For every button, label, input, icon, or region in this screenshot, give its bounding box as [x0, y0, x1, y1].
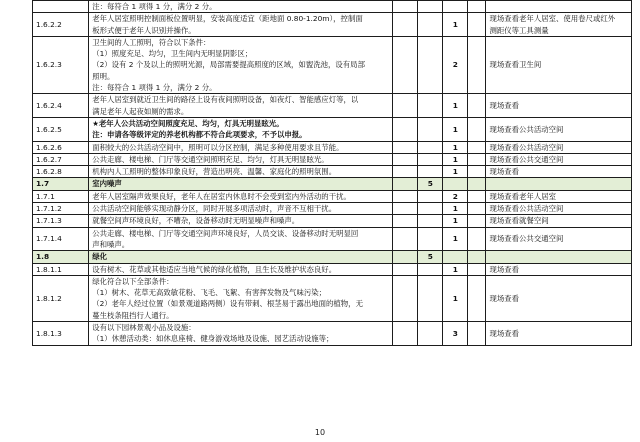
- method-line: 现场查看老年人居室、使用卷尺或红外: [489, 14, 616, 24]
- method-cell: [486, 153, 632, 165]
- item-id-cell: [33, 1, 89, 13]
- table-row: [33, 227, 632, 251]
- item-id-cell: 1.6.2.8: [33, 166, 89, 178]
- description-cell: [89, 190, 393, 202]
- method-cell: [486, 13, 632, 37]
- item-id-cell: 1.7: [33, 178, 89, 190]
- description-line: 机构内人工照明的整体印象良好，营造出明亮、温馨、家庭化的照明氛围。: [92, 167, 337, 177]
- score-c-cell: 1: [443, 13, 468, 37]
- description-line: 照明。: [92, 71, 115, 81]
- score-a-cell: [393, 166, 418, 178]
- spare-cell: [468, 153, 486, 165]
- spare-cell: [468, 227, 486, 251]
- method-line: 测距仪等工具测量: [489, 25, 549, 35]
- score-b-cell: [418, 141, 443, 153]
- description-line: 公共走廊、楼电梯、门厅等交通空间照明充足、均匀，灯具无明显眩光。: [92, 154, 329, 164]
- score-a-cell: [393, 190, 418, 202]
- score-c-cell: 1: [443, 117, 468, 141]
- description-line: 公共活动空间能够实现动静分区，同时开展多项活动时，声音不互相干扰。: [92, 204, 337, 214]
- table-row: [33, 215, 632, 227]
- table-row: [33, 166, 632, 178]
- table-row: [33, 263, 632, 275]
- method-cell: [486, 1, 632, 13]
- method-cell: [486, 227, 632, 251]
- description-cell: [89, 153, 393, 165]
- score-b-cell: [418, 36, 443, 93]
- item-id-cell: 1.8: [33, 251, 89, 263]
- score-a-cell: [393, 203, 418, 215]
- description-line: ★老年人公共活动空间照度充足、均匀，灯具无明显眩光。: [92, 118, 284, 128]
- table-row: [33, 203, 632, 215]
- description-line: 注：申请各等级评定的养老机构都不符合此项要求，不予以申报。: [92, 130, 307, 140]
- table-row: [33, 1, 632, 13]
- spare-cell: [468, 263, 486, 275]
- item-id-cell: 1.8.1.1: [33, 263, 89, 275]
- method-line: 现场查看卫生间: [489, 60, 542, 70]
- item-id-cell: 1.8.1.3: [33, 322, 89, 346]
- score-b-cell: [418, 13, 443, 37]
- description-line: 室内噪声: [92, 179, 122, 189]
- item-id-cell: 1.7.1.2: [33, 203, 89, 215]
- method-line: 现场查看: [489, 328, 520, 338]
- score-c-cell: 1: [443, 166, 468, 178]
- score-c-cell: [443, 178, 468, 190]
- item-id-cell: 1.6.2.7: [33, 153, 89, 165]
- method-line: 现场查看公共交通空间: [489, 234, 564, 244]
- method-line: 现场查看就餐空间: [489, 216, 549, 226]
- item-id-cell: 1.7.1.4: [33, 227, 89, 251]
- spare-cell: [468, 322, 486, 346]
- spare-cell: [468, 215, 486, 227]
- method-line: 现场查看: [489, 167, 520, 177]
- method-cell: [486, 322, 632, 346]
- description-cell: [89, 263, 393, 275]
- score-b-cell: [418, 263, 443, 275]
- score-c-cell: 1: [443, 153, 468, 165]
- description-cell: [89, 251, 393, 263]
- method-cell: [486, 215, 632, 227]
- method-cell: [486, 251, 632, 263]
- score-a-cell: [393, 178, 418, 190]
- table-row: [33, 36, 632, 93]
- description-line: 满足老年人起夜如厕的需求。: [92, 106, 189, 116]
- method-cell: [486, 166, 632, 178]
- description-cell: [89, 94, 393, 118]
- score-b-cell: [418, 203, 443, 215]
- score-c-cell: 1: [443, 141, 468, 153]
- description-cell: [89, 275, 393, 321]
- description-line: 老年人居室到就近卫生间的路径上设有夜间照明设备，如夜灯、智能感应灯等，以: [92, 95, 359, 105]
- score-a-cell: [393, 1, 418, 13]
- description-cell: [89, 227, 393, 251]
- score-b-cell: 5: [418, 251, 443, 263]
- description-cell: [89, 36, 393, 93]
- description-cell: [89, 141, 393, 153]
- method-cell: [486, 141, 632, 153]
- score-a-cell: [393, 36, 418, 93]
- score-c-cell: [443, 251, 468, 263]
- method-line: 现场查看: [489, 101, 520, 111]
- score-a-cell: [393, 141, 418, 153]
- table-row: [33, 190, 632, 202]
- description-line: （1）照度充足、均匀，卫生间内无明显阴影区；: [92, 49, 253, 59]
- method-line: 现场查看: [489, 264, 520, 274]
- description-cell: [89, 166, 393, 178]
- score-a-cell: [393, 215, 418, 227]
- description-line: （2）设有 2 个及以上的照明光源，局部需要提高照度的区域，如盥洗池，设有局部: [92, 60, 365, 70]
- method-cell: [486, 190, 632, 202]
- method-line: 现场查看老年人居室: [489, 191, 556, 201]
- item-id-cell: 1.7.1.3: [33, 215, 89, 227]
- table-row: [33, 275, 632, 321]
- method-line: 现场查看公共交通空间: [489, 154, 564, 164]
- score-c-cell: 1: [443, 215, 468, 227]
- table-row: [33, 13, 632, 37]
- method-line: 现场查看公共活动空间: [489, 124, 564, 134]
- score-a-cell: [393, 275, 418, 321]
- score-b-cell: [418, 1, 443, 13]
- score-b-cell: [418, 153, 443, 165]
- description-line: 就餐空间声环境良好，不嘈杂，设备移动时无明显噪声和嗓声。: [92, 216, 300, 226]
- description-line: 注：每符合 1 项得 1 分，满分 2 分。: [92, 83, 217, 93]
- description-cell: [89, 178, 393, 190]
- description-line: 老年人居室隔声效果良好，老年人在居室内休息时不会受到室内外活动的干扰。: [92, 191, 351, 201]
- score-c-cell: 2: [443, 36, 468, 93]
- spare-cell: [468, 190, 486, 202]
- description-line: 面积较大的公共活动空间中，照明可以分区控制，满足多种使用要求且节能。: [92, 142, 344, 152]
- description-line: 设有树木、花草或其他适应当地气候的绿化植物，且生长及维护状态良好。: [92, 264, 337, 274]
- score-c-cell: 1: [443, 203, 468, 215]
- method-line: 现场查看公共活动空间: [489, 142, 564, 152]
- spare-cell: [468, 117, 486, 141]
- table-row: [33, 141, 632, 153]
- score-b-cell: [418, 215, 443, 227]
- score-b-cell: [418, 94, 443, 118]
- description-cell: [89, 322, 393, 346]
- item-id-cell: 1.6.2.3: [33, 36, 89, 93]
- score-b-cell: [418, 322, 443, 346]
- method-cell: [486, 275, 632, 321]
- score-c-cell: 1: [443, 94, 468, 118]
- table-row: [33, 322, 632, 346]
- score-c-cell: [443, 1, 468, 13]
- score-b-cell: [418, 275, 443, 321]
- spare-cell: [468, 166, 486, 178]
- section-row: [33, 251, 632, 263]
- page-number: 10: [314, 428, 326, 437]
- description-line: 绿化符合以下全部条件：: [92, 276, 174, 286]
- description-line: 绿化: [92, 252, 107, 262]
- spare-cell: [468, 251, 486, 263]
- description-line: 注：每符合 1 项得 1 分，满分 2 分。: [92, 2, 217, 11]
- score-a-cell: [393, 227, 418, 251]
- score-a-cell: [393, 322, 418, 346]
- description-line: 蔓生枝条阻挡行人通行。: [92, 310, 174, 320]
- score-b-cell: [418, 190, 443, 202]
- spare-cell: [468, 275, 486, 321]
- item-id-cell: 1.6.2.2: [33, 13, 89, 37]
- description-cell: [89, 215, 393, 227]
- score-c-cell: 1: [443, 275, 468, 321]
- spare-cell: [468, 203, 486, 215]
- method-cell: [486, 94, 632, 118]
- item-id-cell: 1.6.2.6: [33, 141, 89, 153]
- item-id-cell: 1.6.2.5: [33, 117, 89, 141]
- score-a-cell: [393, 117, 418, 141]
- description-line: （1）休憩活动类：如休息座椅、健身游戏场地及设施、园艺活动设施等；: [92, 334, 334, 344]
- table-row: [33, 117, 632, 141]
- score-b-cell: [418, 227, 443, 251]
- spare-cell: [468, 1, 486, 13]
- score-a-cell: [393, 94, 418, 118]
- item-id-cell: 1.7.1: [33, 190, 89, 202]
- description-cell: [89, 1, 393, 13]
- method-cell: [486, 178, 632, 190]
- score-b-cell: [418, 117, 443, 141]
- score-c-cell: 3: [443, 322, 468, 346]
- description-line: （2）老年人经过位置（如景观道路两侧）设有带刺、根茎易于露出地面的植物，无: [92, 299, 363, 309]
- description-line: 老年人居室照明控制面板位置明显，安装高度适宜（距地面 0.80-1.20m），控制面: [92, 14, 363, 24]
- score-a-cell: [393, 263, 418, 275]
- method-cell: [486, 263, 632, 275]
- table-row: [33, 94, 632, 118]
- item-id-cell: 1.6.2.4: [33, 94, 89, 118]
- score-c-cell: 1: [443, 263, 468, 275]
- score-a-cell: [393, 13, 418, 37]
- description-line: （1）树木、花草无高致敏花粉、飞毛、飞絮、有害挥发物及气味污染；: [92, 288, 327, 298]
- assessment-table: [32, 0, 632, 346]
- score-b-cell: [418, 166, 443, 178]
- description-cell: [89, 117, 393, 141]
- description-line: 设有以下园林景观小品及设施：: [92, 323, 196, 333]
- method-cell: [486, 117, 632, 141]
- description-cell: [89, 13, 393, 37]
- spare-cell: [468, 178, 486, 190]
- method-cell: [486, 203, 632, 215]
- description-cell: [89, 203, 393, 215]
- score-b-cell: 5: [418, 178, 443, 190]
- score-a-cell: [393, 153, 418, 165]
- description-line: 公共走廊、楼电梯、门厅等交通空间声环境良好，人员交谈、设备移动时无明显回: [92, 228, 359, 238]
- table-row: [33, 153, 632, 165]
- item-id-cell: 1.8.1.2: [33, 275, 89, 321]
- score-c-cell: 2: [443, 190, 468, 202]
- spare-cell: [468, 141, 486, 153]
- spare-cell: [468, 36, 486, 93]
- description-line: 卫生间的人工照明，符合以下条件：: [92, 37, 211, 47]
- score-c-cell: 1: [443, 227, 468, 251]
- method-cell: [486, 36, 632, 93]
- method-line: 现场查看公共活动空间: [489, 204, 564, 214]
- description-line: 声和嗓声。: [92, 239, 130, 249]
- section-row: [33, 178, 632, 190]
- description-line: 板形式便于老年人识别并操作。: [92, 25, 196, 35]
- score-a-cell: [393, 251, 418, 263]
- spare-cell: [468, 13, 486, 37]
- spare-cell: [468, 94, 486, 118]
- method-line: 现场查看: [489, 293, 520, 303]
